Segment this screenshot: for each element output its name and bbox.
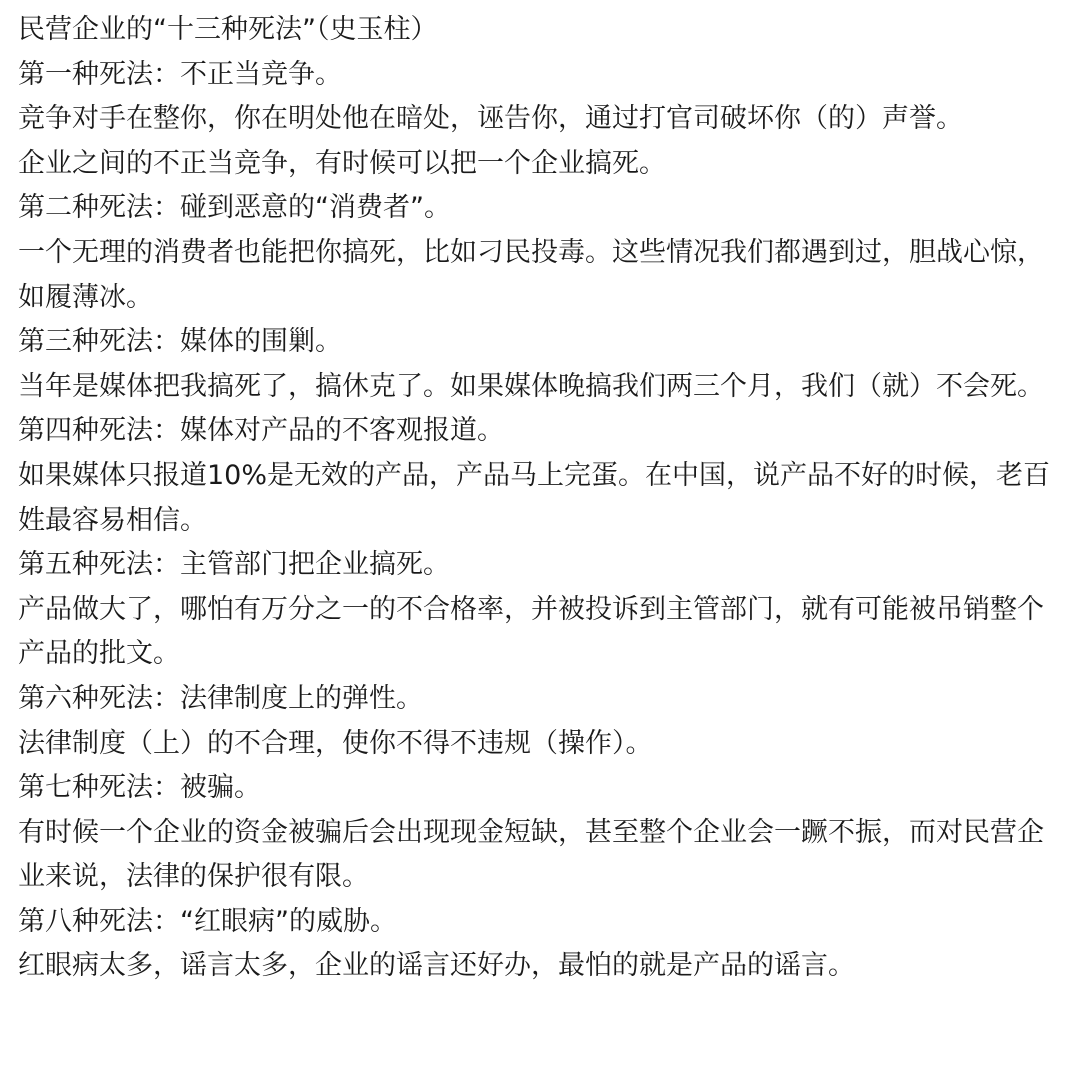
paragraph-5: 产品做大了，哪怕有万分之一的不合格率，并被投诉到主管部门，就有可能被吊销整个产品的批文。 [18,593,1044,670]
paragraph-3: 当年是媒体把我搞死了，搞休克了。如果媒体晚搞我们两三个月，我们（就）不会死。 [18,370,1044,402]
paragraph-6: 法律制度（上）的不合理，使你不得不违规（操作）。 [18,727,653,759]
heading-1: 第一种死法：不正当竞争。 [18,58,342,90]
heading-6: 第六种死法：法律制度上的弹性。 [18,682,423,714]
paragraph-8: 红眼病太多，谣言太多，企业的谣言还好办，最怕的就是产品的谣言。 [18,950,855,982]
heading-7: 第七种死法：被骗。 [18,772,261,804]
paragraph-4: 如果媒体只报道10%是无效的产品，产品马上完蛋。在中国，说产品不好的时候，老百姓最容易相信。 [18,459,1051,536]
paragraph-2: 一个无理的消费者也能把你搞死，比如刁民投毒。这些情况我们都遇到过，胆战心惊，如履薄冰。 [18,236,1044,313]
paragraph-7: 有时候一个企业的资金被骗后会出现现金短缺，甚至整个企业会一蹶不振，而对民营企业来说，法律的保护很有限。 [18,816,1044,893]
paragraph-1a: 竞争对手在整你，你在明处他在暗处，诬告你，通过打官司破坏你（的）声誉。 [18,103,963,135]
heading-2: 第二种死法：碰到恶意的“消费者”。 [18,192,451,224]
paragraph-1b: 企业之间的不正当竞争，有时候可以把一个企业搞死。 [18,147,666,179]
heading-8: 第八种死法：“红眼病”的威胁。 [18,905,397,937]
article-title: 民营企业的“十三种死法”（史玉柱） [18,14,438,45]
heading-5: 第五种死法：主管部门把企业搞死。 [18,549,450,581]
heading-3: 第三种死法：媒体的围剿。 [18,326,342,358]
heading-4: 第四种死法：媒体对产品的不客观报道。 [18,415,504,447]
